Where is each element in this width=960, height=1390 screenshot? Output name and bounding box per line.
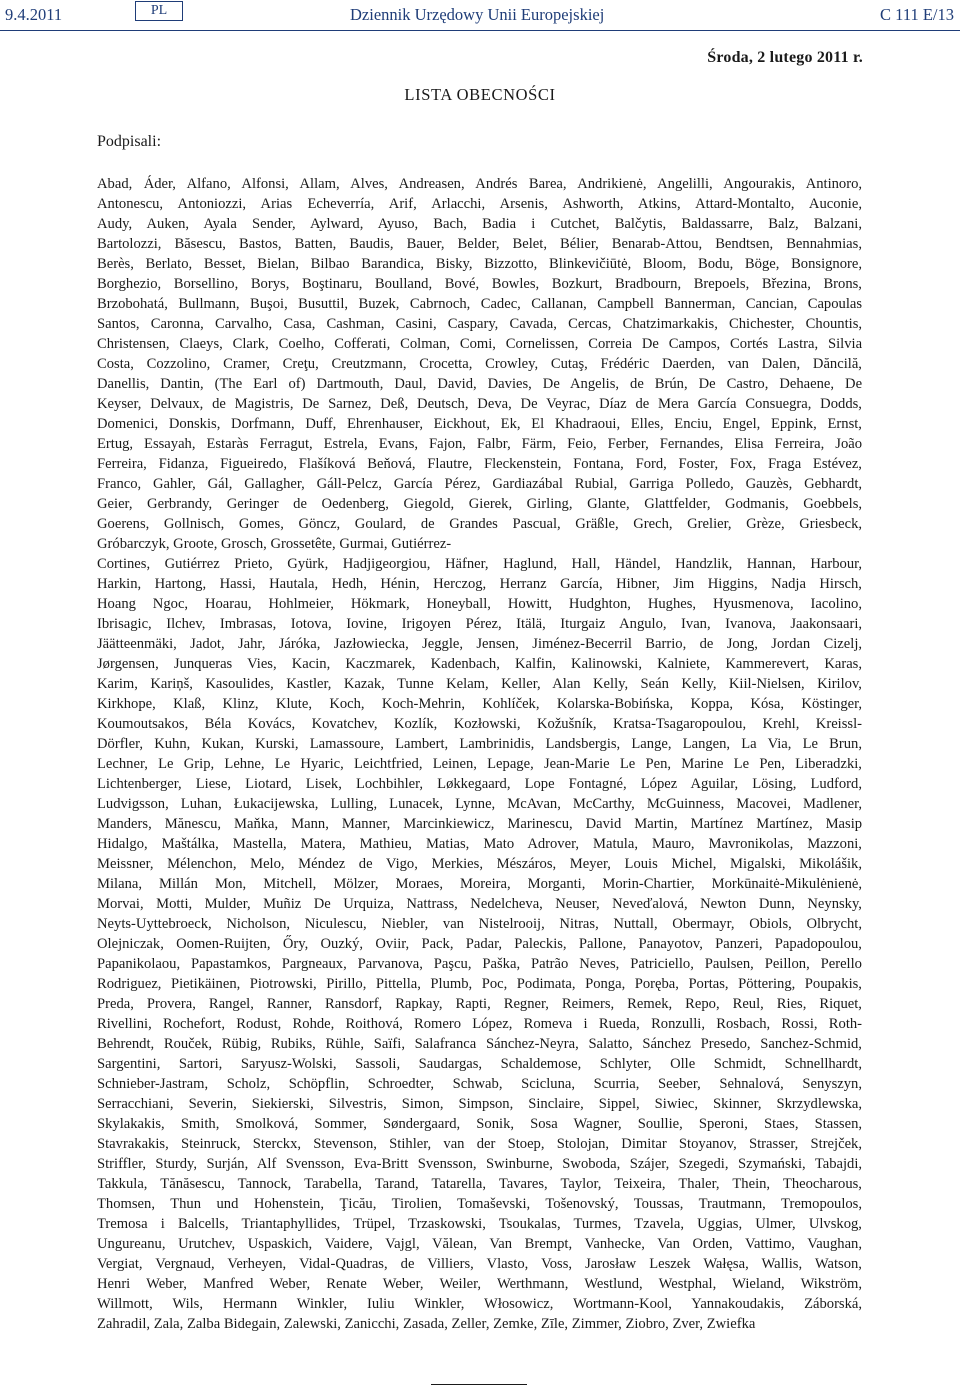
name-list-text: Costa, Cozzolino, Cramer, Creţu, Creutzmann, Crocetta, Crowley, Cutaş, Frédéric Daerden, van Dalen, Dăncilă, (97, 356, 862, 372)
header-divider (0, 30, 960, 31)
name-list-line (97, 1114, 862, 1134)
name-list-line (97, 414, 862, 434)
name-list-text: Danellis, Dantin, (The Earl of) Dartmouth, Daul, David, Davies, De Angelis, de Brún, De Castro, Dehaene, De (97, 376, 863, 392)
name-list-text: Sargentini, Sartori, Saryusz-Wolski, Sassoli, Saudargas, Schaldemose, Schlyter, Olle Schmidt, Schnellhardt, (97, 1056, 863, 1072)
name-list-text: Geier, Gerbrandy, Geringer de Oedenberg, Giegold, Gierek, Girling, Glante, Glattfelder, Godmanis, Goebbels, (97, 496, 863, 512)
name-list-line (97, 494, 862, 514)
name-list-text: Karim, Kariņš, Kasoulides, Kastler, Kazak, Tunne Kelam, Keller, Alan Kelly, Seán Kelly, Kiil-Nielsen, Kirilov, (97, 676, 862, 692)
name-list-text: Goerens, Gollnisch, Gomes, Göncz, Goulard, de Grandes Pascual, Gräßle, Grech, Grelier, Grèze, Griesbeck, (97, 516, 863, 532)
name-list-line (97, 954, 862, 974)
name-list-text: Olejniczak, Oomen-Ruijten, Őry, Ouzký, Oviir, Pack, Padar, Paleckis, Pallone, Panayotov, Panzeri, Papadopoulou, (97, 936, 862, 952)
attendance-name-list (97, 174, 862, 1334)
name-list-line (97, 574, 862, 594)
name-list-text: Serracchiani, Severin, Siekierski, Silvestris, Simon, Simpson, Sinclaire, Sippel, Siwiec, Skinner, Skrzydlewska, (97, 1096, 862, 1112)
name-list-text: Skylakakis, Smith, Smolková, Sommer, Søndergaard, Sonik, Sosa Wagner, Soullie, Speroni, Staes, Stassen, (97, 1116, 863, 1132)
journal-reference: C 111 E/13 (880, 5, 954, 24)
name-list-text: Dörfler, Kuhn, Kukan, Kurski, Lamassoure, Lambert, Lambrinidis, Landsbergis, Lange, Langen, La Via, Le Brun, (97, 736, 862, 752)
name-list-text: Ferreira, Fidanza, Figueiredo, Flašíková Beňová, Flautre, Fleckenstein, Fontana, Ford, Foster, Fox, Fraga Estévez, (97, 456, 862, 472)
name-list-text: Stavrakakis, Steinruck, Sterckx, Stevenson, Stihler, van der Stoep, Stolojan, Dimitar Stoyanov, Strasser, Strejček, (97, 1136, 862, 1152)
name-list-line (97, 354, 862, 374)
name-list-text: Lichtenberger, Liese, Liotard, Lisek, Lochbihler, Løkkegaard, Lope Fontagné, López Aguilar, Lösing, Ludford, (97, 776, 862, 792)
name-list-text: Koumoutsakos, Béla Kovács, Kovatchev, Kozlík, Kozłowski, Kožušník, Kratsa-Tsagaropoulou, Krehl, Kreissl- (97, 716, 862, 732)
name-list-text: Brzobohatá, Bullmann, Buşoi, Busuttil, Buzek, Cabrnoch, Cadec, Callanan, Campbell Bannerman, Cancian, Capoulas (97, 296, 863, 312)
name-list-text: Bartolozzi, Băsescu, Bastos, Batten, Baudis, Bauer, Belder, Belet, Bélier, Benarab-Attou, Bendtsen, Bennahmias, (97, 236, 862, 252)
name-list-line (97, 994, 862, 1014)
name-list-line (97, 1014, 862, 1034)
name-list-text: Borghezio, Borsellino, Borys, Boştinaru, Boulland, Bové, Bowles, Bozkurt, Bradbourn, Brepoels, Březina, Brons, (97, 276, 862, 292)
name-list-text: Meissner, Mélenchon, Melo, Méndez de Vigo, Merkies, Mészáros, Meyer, Louis Michel, Migalski, Mikolášik, (97, 856, 863, 872)
name-list-line (97, 254, 862, 274)
name-list-line (97, 1274, 862, 1294)
name-list-line (97, 314, 862, 334)
name-list-text: Cortines, Gutiérrez Prieto, Gyürk, Hadjigeorgiou, Häfner, Haglund, Hall, Händel, Handzlik, Hannan, Harbour, (97, 556, 863, 572)
name-list-text: Papanikolaou, Papastamkos, Pargneaux, Parvanova, Paşcu, Paška, Patrão Neves, Patriciello, Paulsen, Peillon, Perello (97, 956, 862, 972)
name-list-line (97, 174, 862, 194)
name-list-line (97, 734, 862, 754)
name-list-line (97, 1174, 862, 1194)
name-list-line (97, 834, 862, 854)
footer-divider (431, 1384, 527, 1385)
publication-date: 9.4.2011 (5, 5, 63, 24)
name-list-line (97, 1074, 862, 1094)
name-list-text: Christensen, Claeys, Clark, Coelho, Cofferati, Colman, Comi, Cornelissen, Correia De Campos, Cortés Lastra, Silvia (97, 336, 863, 352)
name-list-line (97, 434, 862, 454)
journal-title: Dziennik Urzędowy Unii Europejskiej (350, 5, 605, 24)
language-badge: PL (135, 1, 183, 21)
name-list-text: Tremosa i Balcells, Triantaphyllides, Trüpel, Trzaskowski, Tsoukalas, Turmes, Tzavela, Uggias, Ulmer, Ulvskog, (97, 1216, 862, 1232)
name-list-line (97, 1094, 862, 1114)
page-header (0, 0, 960, 32)
name-list-line (97, 1314, 862, 1334)
name-list-text: Manders, Mănescu, Maňka, Mann, Manner, Marcinkiewicz, Marinescu, David Martin, Martínez Martínez, Masip (97, 816, 863, 832)
name-list-line (97, 914, 862, 934)
name-list-text: Behrendt, Rouček, Rübig, Rubiks, Rühle, Saïfi, Salafranca Sánchez-Neyra, Salatto, Sánchez Presedo, Sanchez-Schmid, (97, 1036, 862, 1052)
name-list-line (97, 1154, 862, 1174)
name-list-line (97, 694, 862, 714)
name-list-line (97, 194, 862, 214)
name-list-line (97, 1294, 862, 1314)
name-list-line (97, 854, 862, 874)
name-list-line (97, 454, 862, 474)
name-list-line (97, 1034, 862, 1054)
name-list-text: Harkin, Hartong, Hassi, Hautala, Hedh, Hénin, Herczog, Herranz García, Hibner, Jim Higgins, Nadja Hirsch, (97, 576, 862, 592)
name-list-text: Willmott, Wils, Hermann Winkler, Iuliu Winkler, Włosowicz, Wortmann-Kool, Yannakoudakis, Záborská, (97, 1296, 863, 1312)
name-list-text: Milana, Millán Mon, Mitchell, Mölzer, Moraes, Moreira, Morganti, Morin-Chartier, Morkūnaitė-Mikulėnienė, (97, 876, 863, 892)
name-list-line (97, 1134, 862, 1154)
name-list-text: Rivellini, Rochefort, Rodust, Rohde, Roithová, Romero López, Romeva i Rueda, Ronzulli, Rosbach, Rossi, Roth- (97, 1016, 863, 1032)
name-list-text: Ibrisagic, Ilchev, Imbrasas, Iotova, Iovine, Irigoyen Pérez, Itälä, Iturgaiz Angulo, Ivan, Ivanova, Jaakonsaari, (97, 616, 863, 632)
name-list-text: Ludvigsson, Luhan, Łukacijewska, Lulling, Lunacek, Lynne, McAvan, McCarthy, McGuinness, Macovei, Madlener, (97, 796, 863, 812)
name-list-text: Morvai, Motti, Mulder, Muñiz De Urquiza, Nattrass, Nedelcheva, Neuser, Neveďalová, Newton Dunn, Neynsky, (97, 896, 862, 912)
name-list-line (97, 594, 862, 614)
name-list-text: Schnieber-Jastram, Scholz, Schöpflin, Schroedter, Schwab, Scicluna, Scurria, Seeber, Sehnalová, Senyszyn, (97, 1076, 863, 1092)
name-list-text: Audy, Auken, Ayala Sender, Aylward, Ayuso, Bach, Badia i Cutchet, Balčytis, Baldassarre, Balz, Balzani, (97, 216, 862, 232)
name-list-text: Berès, Berlato, Besset, Bielan, Bilbao Barandica, Bisky, Bizzotto, Blinkevičiūtė, Bloom, Bodu, Böge, Bonsignore, (97, 256, 863, 272)
name-list-text: Hoang Ngoc, Hoarau, Hohlmeier, Hökmark, Honeyball, Howitt, Hudghton, Hughes, Hyusmenova, Iacolino, (97, 596, 862, 612)
name-list-text: Neyts-Uyttebroeck, Nicholson, Niculescu, Niebler, van Nistelrooij, Nitras, Nuttall, Obermayr, Obiols, Olbrycht, (97, 916, 862, 932)
name-list-line (97, 774, 862, 794)
name-list-line (97, 394, 862, 414)
name-list-text: Kirkhope, Klaß, Klinz, Klute, Koch, Koch-Mehrin, Kohlíček, Kolarska-Bobińska, Koppa, Kósa, Köstinger, (97, 696, 863, 712)
name-list-line (97, 234, 862, 254)
name-list-line (97, 214, 862, 234)
name-list-text: Preda, Provera, Rangel, Ranner, Ransdorf, Rapkay, Rapti, Regner, Reimers, Remek, Repo, Reul, Ries, Riquet, (97, 996, 862, 1012)
name-list-line (97, 294, 862, 314)
name-list-text: Henri Weber, Manfred Weber, Renate Weber, Weiler, Werthmann, Westlund, Westphal, Wieland, Wikström, (97, 1276, 863, 1292)
name-list-text: Takkula, Tănăsescu, Tannock, Tarabella, Tarand, Tatarella, Tavares, Taylor, Teixeira, Thaler, Thein, Theocharous, (97, 1176, 862, 1192)
name-list-line (97, 974, 862, 994)
name-list-line (97, 554, 862, 574)
name-list-text: Santos, Caronna, Carvalho, Casa, Cashman, Casini, Caspary, Cavada, Cercas, Chatzimarkakis, Chichester, Chountis, (97, 316, 863, 332)
name-list-text: Ungureanu, Urutchev, Uspaskich, Vaidere, Vajgl, Vălean, Van Brempt, Vanhecke, Van Orden, Vattimo, Vaughan, (97, 1236, 862, 1252)
name-list-text: Striffler, Sturdy, Surján, Alf Svensson, Eva-Britt Svensson, Swinburne, Swoboda, Szájer, Szegedi, Szymański, Tabajdi, (97, 1156, 863, 1172)
name-list-line (97, 274, 862, 294)
name-list-line (97, 714, 862, 734)
name-list-line (97, 634, 862, 654)
name-list-text: Rodriguez, Pietikäinen, Piotrowski, Pirillo, Pittella, Plumb, Poc, Podimata, Ponga, Poręba, Portas, Pöttering, Poupakis, (97, 976, 862, 992)
sitting-date: Środa, 2 lutego 2011 r. (707, 49, 863, 66)
name-list-text: Lechner, Le Grip, Lehne, Le Hyaric, Leichtfried, Leinen, Lepage, Jean-Marie Le Pen, Marine Le Pen, Liberadzki, (97, 756, 862, 772)
name-list-text: Ertug, Essayah, Estaràs Ferragut, Estrela, Evans, Fajon, Falbr, Färm, Feio, Ferber, Fernandes, Elisa Ferreira, João (97, 436, 863, 452)
name-list-line (97, 1214, 862, 1234)
signed-label: Podpisali: (97, 133, 162, 150)
name-list-line (97, 794, 862, 814)
name-list-line (97, 534, 862, 554)
name-list-text: Hidalgo, Maštálka, Mastella, Matera, Mathieu, Matias, Mato Adrover, Matula, Mauro, Mavronikolas, Mazzoni, (97, 836, 862, 852)
name-list-line (97, 874, 862, 894)
name-list-text: Domenici, Donskis, Dorfmann, Duff, Ehrenhauser, Eickhout, Ek, El Khadraoui, Elles, Enciu, Engel, Eppink, Ernst, (97, 416, 862, 432)
name-list-line (97, 754, 862, 774)
name-list-line (97, 674, 862, 694)
name-list-text: Jørgensen, Junqueras Vies, Kacin, Kaczmarek, Kadenbach, Kalfin, Kalinowski, Kalniete, Kammerevert, Karas, (97, 656, 863, 672)
name-list-line (97, 474, 862, 494)
name-list-text: Vergiat, Vergnaud, Verheyen, Vidal-Quadras, de Villiers, Vlasto, Voss, Jarosław Leszek Wałęsa, Wallis, Watson, (97, 1256, 862, 1272)
name-list-text: Jäätteenmäki, Jadot, Jahr, Járóka, Jazłowiecka, Jeggle, Jensen, Jiménez-Becerril Barrio, de Jong, Jordan Cizelj, (97, 636, 863, 652)
name-list-text: Antonescu, Antoniozzi, Arias Echeverría, Arif, Arlacchi, Arsenis, Ashworth, Atkins, Attard-Montalto, Auconie, (97, 196, 862, 212)
name-list-line (97, 1234, 862, 1254)
name-list-line (97, 514, 862, 534)
name-list-line (97, 374, 862, 394)
name-list-line (97, 1194, 862, 1214)
name-list-line (97, 654, 862, 674)
name-list-line (97, 1254, 862, 1274)
name-list-line (97, 334, 862, 354)
name-list-text: Zahradil, Zala, Zalba Bidegain, Zalewski, Zanicchi, Zasada, Zeller, Zemke, Zīle, Zimmer, Ziobro, Zver, Zwiefka (97, 1316, 756, 1332)
name-list-line (97, 1054, 862, 1074)
name-list-text: Keyser, Delvaux, de Magistris, De Sarnez, Deß, Deutsch, Deva, De Veyrac, Díaz de Mera García Consuegra, Dodds, (97, 396, 862, 412)
name-list-text: Gróbarczyk, Groote, Grosch, Grossetête, Gurmai, Gutiérrez- (97, 536, 452, 552)
name-list-line (97, 894, 862, 914)
name-list-line (97, 814, 862, 834)
name-list-text: Franco, Gahler, Gál, Gallagher, Gáll-Pelcz, García Pérez, Gardiazábal Rubial, Garriga Polledo, Gauzès, Gebhardt, (97, 476, 863, 492)
name-list-text: Abad, Áder, Alfano, Alfonsi, Allam, Alves, Andreasen, Andrés Barea, Andrikienė, Angelilli, Angourakis, Antinoro, (97, 176, 863, 192)
name-list-line (97, 934, 862, 954)
document-title: LISTA OBECNOŚCI (404, 85, 556, 104)
name-list-line (97, 614, 862, 634)
name-list-text: Thomsen, Thun und Hohenstein, Ţicău, Tirolien, Tomaševski, Tošenovský, Toussas, Trautmann, Tremopoulos, (97, 1196, 863, 1212)
